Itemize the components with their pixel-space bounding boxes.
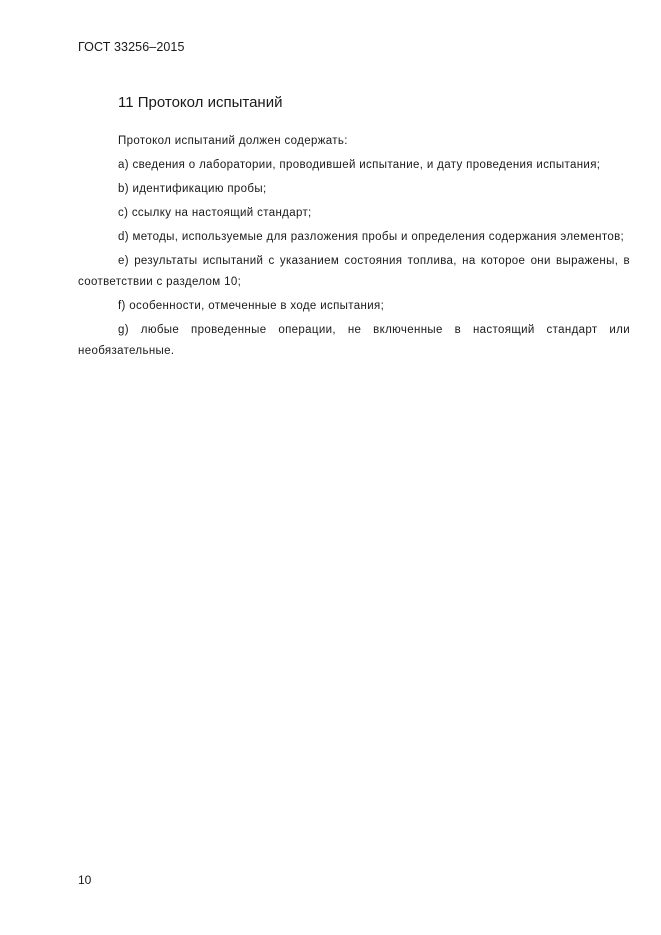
paragraph-item-d: d) методы, используемые для разложения пробы и определения содержания элементов;	[118, 231, 625, 243]
paragraph-intro: Протокол испытаний должен содержать:	[118, 135, 348, 147]
section-title: 11 Протокол испытаний	[118, 94, 283, 111]
paragraph-item-g: g) любые проведенные операции, не включенные в настоящий стандарт или необязательные.	[78, 324, 630, 357]
paragraph-item-a: а) сведения о лаборатории, проводившей испытание, и дату проведения испытания;	[118, 159, 601, 171]
page-number: 10	[78, 873, 92, 887]
paragraph-item-f: f) особенности, отмеченные в ходе испытания;	[118, 300, 385, 312]
paragraph-item-e: e) результаты испытаний с указанием состояния топлива, на которое они выражены, в соответствии с разделом 10;	[78, 255, 630, 288]
section-body	[78, 131, 630, 365]
document-code-header: ГОСТ 33256–2015	[78, 40, 185, 54]
paragraph-item-b: b) идентификацию пробы;	[118, 183, 267, 195]
paragraph-item-c: c) ссылку на настоящий стандарт;	[118, 207, 312, 219]
